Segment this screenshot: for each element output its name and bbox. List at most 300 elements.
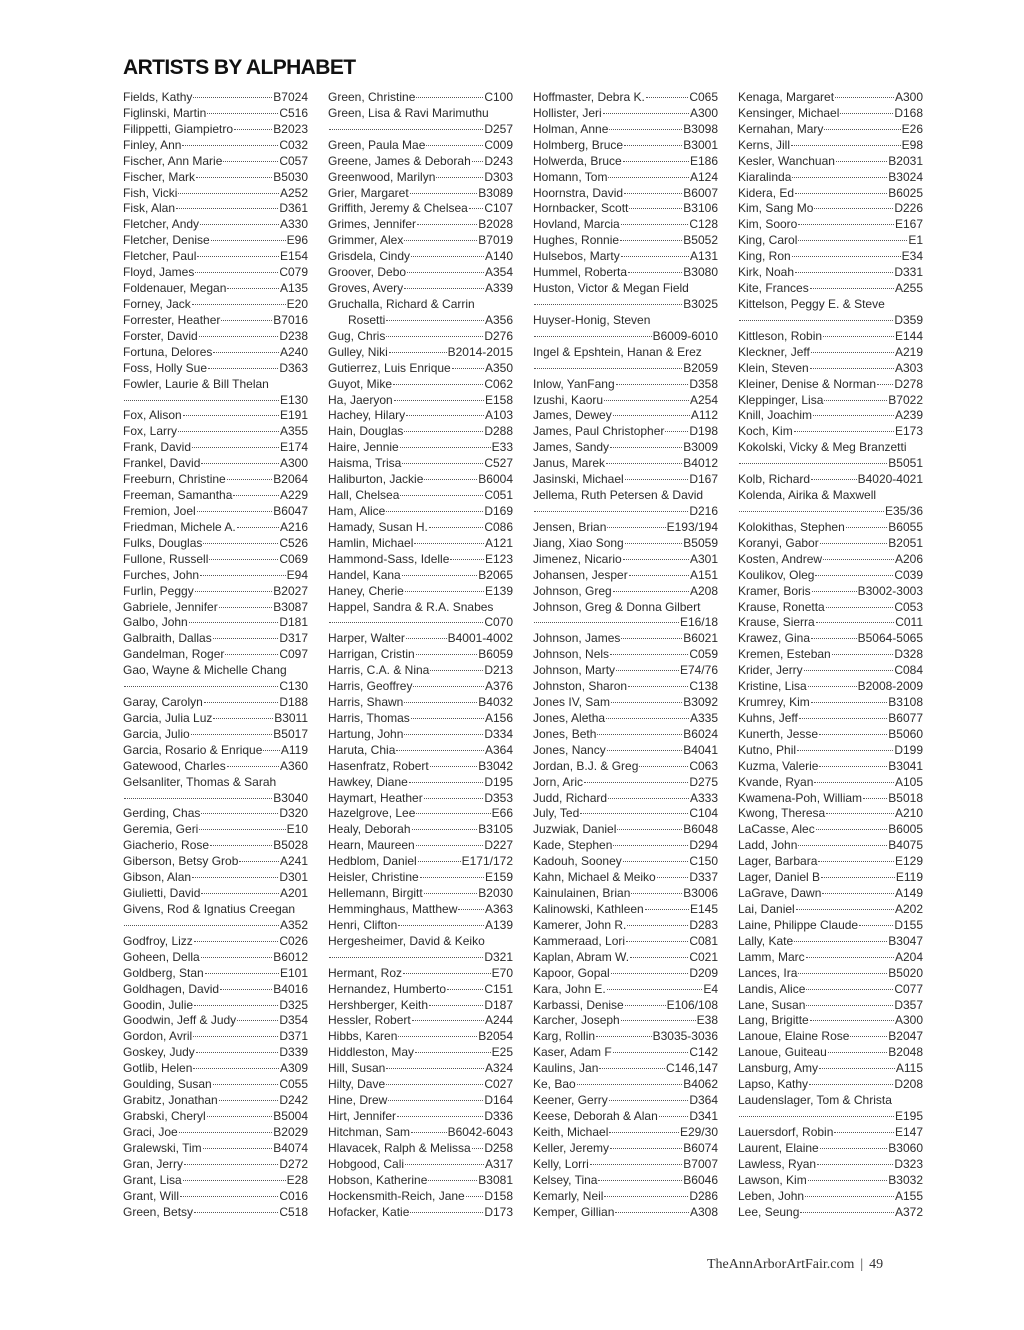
dot-leader — [808, 1180, 888, 1181]
booth-number: B3041 — [888, 758, 923, 773]
artist-name: Keller, Jeremy — [533, 1140, 610, 1155]
booth-number: D301 — [279, 870, 308, 885]
artist-name: Gibson, Alan — [123, 870, 192, 885]
dot-leader — [407, 272, 484, 273]
dot-leader — [534, 622, 679, 623]
artist-name: Kuzma, Valerie — [738, 758, 819, 773]
artist-entry-continuation — [533, 329, 718, 345]
artist-entry — [123, 408, 308, 424]
dot-leader — [213, 1084, 279, 1085]
artist-name: James, Paul Christopher — [533, 424, 665, 439]
artist-name: Hockensmith-Reich, Jane — [328, 1188, 465, 1203]
artist-name: Heisler, Christine — [328, 870, 419, 885]
booth-number: A239 — [894, 408, 923, 423]
booth-number: A355 — [279, 424, 308, 439]
artist-name: Kade, Stephen — [533, 838, 613, 853]
booth-number: D276 — [484, 328, 513, 343]
artist-name: Lai, Daniel — [738, 902, 795, 917]
artist-entry — [738, 791, 923, 807]
artist-name: Fox, Larry — [123, 424, 178, 439]
booth-number: D337 — [689, 870, 718, 885]
artist-name: Harris, C.A. & Nina — [328, 663, 430, 678]
artist-entry — [738, 488, 923, 504]
dot-leader — [193, 1068, 279, 1069]
dot-leader — [796, 909, 894, 910]
artist-name: Leben, John — [738, 1188, 805, 1203]
artist-name: Groves, Avery — [328, 281, 404, 296]
booth-number: E193/194 — [666, 519, 718, 534]
artist-entry — [123, 345, 308, 361]
artist-name: Kokolski, Vicky & Meg Branzetti — [738, 440, 907, 455]
artist-entry — [123, 1061, 308, 1077]
dot-leader — [629, 208, 682, 209]
artist-name: Furches, John — [123, 567, 200, 582]
booth-number: E94 — [286, 567, 308, 582]
booth-number: D336 — [484, 1109, 513, 1123]
dot-leader — [604, 400, 689, 401]
artist-name: Kittleson, Robin — [738, 328, 823, 343]
artist-name: Jones, Nancy — [533, 742, 606, 757]
artist-entry — [738, 186, 923, 202]
booth-number: B5064-5065 — [857, 631, 923, 646]
booth-number: C104 — [689, 806, 718, 821]
dot-leader — [428, 1180, 477, 1181]
artist-entry — [328, 281, 513, 297]
artist-name: Hernandez, Humberto — [328, 981, 447, 996]
artist-entry — [123, 186, 308, 202]
artist-entry — [738, 1093, 923, 1109]
dot-leader — [400, 447, 491, 448]
artist-entry — [533, 886, 718, 902]
artist-name: Krumrey, Kim — [738, 695, 810, 710]
booth-number: D195 — [484, 774, 513, 789]
artist-name: Grimes, Jennifer — [328, 217, 417, 232]
artist-entry — [123, 106, 308, 122]
booth-number: B4062 — [683, 1077, 718, 1092]
artist-name: Kainulainen, Brian — [533, 886, 631, 901]
booth-number: B5052 — [683, 233, 718, 248]
artist-name: Koranyi, Gabor — [738, 535, 819, 550]
dot-leader — [815, 575, 893, 576]
artist-name: Hamady, Susan H. — [328, 519, 428, 534]
artist-entry — [738, 838, 923, 854]
artist-name: Kesler, Wanchuan — [738, 153, 835, 168]
artist-entry — [738, 870, 923, 886]
artist-entry — [738, 966, 923, 982]
artist-entry — [328, 408, 513, 424]
booth-number: B6004 — [478, 472, 513, 487]
artist-name: Kemper, Gillian — [533, 1204, 615, 1219]
artist-entry — [123, 1205, 308, 1221]
dot-leader — [810, 368, 894, 369]
booth-number: E4 — [703, 981, 718, 996]
dot-leader — [534, 304, 682, 305]
artist-entry — [533, 1029, 718, 1045]
dot-leader — [124, 686, 278, 687]
artist-entry — [738, 122, 923, 138]
artist-entry — [123, 456, 308, 472]
artist-entry — [738, 106, 923, 122]
dot-leader — [410, 193, 478, 194]
booth-number: A360 — [279, 758, 308, 773]
booth-number: E167 — [894, 217, 923, 232]
booth-number: A112 — [690, 408, 718, 423]
artist-name: Holman, Anne — [533, 121, 609, 136]
dot-leader — [189, 622, 279, 623]
booth-number: A240 — [279, 344, 308, 359]
dot-leader — [609, 1100, 689, 1101]
dot-leader — [596, 1036, 652, 1037]
artist-entry — [123, 886, 308, 902]
artist-entry — [533, 472, 718, 488]
dot-leader — [179, 1132, 273, 1133]
artist-entry — [533, 759, 718, 775]
artist-name: Johnston, Sharon — [533, 679, 628, 694]
artist-entry — [533, 918, 718, 934]
artist-entry — [328, 170, 513, 186]
booth-number: C527 — [484, 456, 513, 471]
artist-entry-continuation — [123, 791, 308, 807]
artist-entry — [533, 536, 718, 552]
booth-number: B3002-3003 — [857, 583, 923, 598]
dot-leader — [806, 1005, 893, 1006]
dot-leader — [420, 877, 484, 878]
dot-leader — [798, 240, 907, 241]
footer-separator: | — [860, 1257, 864, 1272]
dot-leader — [388, 1100, 483, 1101]
artist-entry — [328, 791, 513, 807]
artist-name: Judd, Richard — [533, 790, 608, 805]
artist-name: Kahn, Michael & Meiko — [533, 870, 656, 885]
dot-leader — [429, 527, 483, 528]
dot-leader — [628, 686, 688, 687]
booth-number: B2008-2009 — [857, 679, 923, 694]
booth-number: D321 — [484, 949, 513, 964]
booth-number: E20 — [286, 296, 308, 311]
dot-leader — [411, 256, 484, 257]
artist-entry — [328, 313, 513, 329]
artist-name: Hirt, Jennifer — [328, 1109, 397, 1123]
dot-leader — [426, 145, 483, 146]
artist-name: Kelly, Lorri — [533, 1156, 589, 1171]
booth-number: D357 — [894, 997, 923, 1012]
booth-number: B6021 — [683, 631, 718, 646]
dot-leader — [800, 1212, 894, 1213]
dot-leader — [794, 431, 894, 432]
artist-entry — [738, 982, 923, 998]
artist-entry — [123, 472, 308, 488]
dot-leader — [178, 431, 279, 432]
booth-number: B3089 — [478, 185, 513, 200]
booth-number: B5017 — [273, 726, 308, 741]
artist-entry — [328, 520, 513, 536]
artist-name: Hessler, Robert — [328, 1013, 411, 1028]
booth-number: C027 — [484, 1077, 513, 1092]
artist-name: Floyd, James — [123, 265, 195, 280]
booth-number: A363 — [484, 902, 513, 917]
artist-entry — [328, 552, 513, 568]
artist-name: Henri, Clifton — [328, 917, 398, 932]
artist-entry — [738, 679, 923, 695]
artist-entry — [738, 727, 923, 743]
booth-number: B2051 — [888, 535, 923, 550]
booth-number: D199 — [894, 742, 923, 757]
dot-leader — [329, 622, 483, 623]
artist-entry — [328, 1045, 513, 1061]
artist-entry — [123, 201, 308, 217]
artist-entry-continuation — [328, 615, 513, 631]
booth-number: B3080 — [683, 265, 718, 280]
dot-leader — [239, 861, 279, 862]
artist-name: Koch, Kim — [738, 424, 793, 439]
booth-number: D283 — [689, 917, 718, 932]
artist-name: Hamlin, Michael — [328, 535, 414, 550]
dot-leader — [534, 511, 688, 512]
booth-number: B3001 — [683, 137, 718, 152]
artist-name: Harper, Walter — [328, 631, 405, 646]
dot-leader — [615, 1212, 689, 1213]
dot-leader — [405, 591, 484, 592]
artist-name: Hitchman, Sam — [328, 1124, 411, 1139]
artist-entry — [533, 520, 718, 536]
artist-entry — [328, 217, 513, 233]
booth-number: C016 — [279, 1188, 308, 1203]
booth-number: A354 — [484, 265, 513, 280]
dot-leader — [201, 893, 279, 894]
artist-name: Hammond-Sass, Idelle — [328, 551, 450, 566]
dot-leader — [835, 97, 894, 98]
artist-entry — [533, 138, 718, 154]
artist-entry — [328, 631, 513, 647]
booth-number: B2023 — [273, 121, 308, 136]
artist-name: Johnson, Greg & Donna Gilbert — [533, 599, 701, 614]
dot-leader — [828, 1052, 888, 1053]
artist-name: Kemarly, Neil — [533, 1188, 604, 1203]
booth-number: A155 — [894, 1188, 923, 1203]
dot-leader — [178, 193, 279, 194]
artist-name: Forney, Jack — [123, 296, 191, 311]
artist-name: Izushi, Kaoru — [533, 392, 604, 407]
artist-name: Janus, Marek — [533, 456, 606, 471]
artist-name: Ham, Alice — [328, 503, 386, 518]
artist-name: Furlin, Peggy — [123, 583, 194, 598]
dot-leader — [183, 415, 279, 416]
artist-name: Grabitz, Jonathan — [123, 1093, 218, 1108]
artist-entry — [123, 1141, 308, 1157]
booth-number: A229 — [279, 488, 308, 503]
artist-entry — [738, 568, 923, 584]
dot-leader — [404, 734, 483, 735]
dot-leader — [213, 352, 279, 353]
booth-number: D275 — [689, 774, 718, 789]
dot-leader — [227, 766, 279, 767]
booth-number: D181 — [279, 615, 308, 630]
artist-entry — [123, 122, 308, 138]
dot-leader — [604, 1196, 688, 1197]
booth-number: B6048 — [683, 822, 718, 837]
artist-entry — [533, 695, 718, 711]
artist-entry — [328, 249, 513, 265]
dot-leader — [816, 622, 895, 623]
artist-entry — [738, 297, 923, 313]
artist-name: Karcher, Joseph — [533, 1013, 620, 1028]
artist-name: Forster, David — [123, 328, 198, 343]
dot-leader — [404, 431, 483, 432]
dot-leader — [402, 463, 483, 464]
booth-number: D238 — [279, 328, 308, 343]
dot-leader — [620, 240, 682, 241]
artist-entry — [123, 631, 308, 647]
artist-entry — [328, 1125, 513, 1141]
booth-number: C062 — [484, 376, 513, 391]
dot-leader — [398, 1036, 477, 1037]
artist-name: Kamerer, John R. — [533, 917, 627, 932]
booth-number: B4074 — [273, 1140, 308, 1155]
artist-entry — [738, 647, 923, 663]
artist-name: Lang, Brigitte — [738, 1013, 809, 1028]
artist-name: Karbassi, Denise — [533, 997, 624, 1012]
artist-name: Gruchalla, Richard & Carrin — [328, 296, 475, 311]
artist-entry — [738, 154, 923, 170]
booth-number: D258 — [484, 1140, 513, 1155]
artist-name: Hazelgrove, Lee — [328, 806, 416, 821]
artist-name: Kwong, Theresa — [738, 806, 826, 821]
dot-leader — [792, 256, 901, 257]
booth-number: A156 — [484, 710, 513, 725]
artist-name: Fox, Alison — [123, 408, 182, 423]
artist-entry — [328, 488, 513, 504]
artist-entry — [738, 775, 923, 791]
dot-leader — [657, 877, 689, 878]
booth-number: B5028 — [273, 838, 308, 853]
artist-name: Koulikov, Oleg — [738, 567, 815, 582]
dot-leader — [824, 400, 887, 401]
artist-entry — [533, 281, 718, 297]
dot-leader — [386, 336, 483, 337]
artist-entry — [328, 854, 513, 870]
artist-entry — [533, 1157, 718, 1173]
dot-leader — [859, 925, 893, 926]
artist-entry — [533, 950, 718, 966]
artist-name: Kunerth, Jesse — [738, 726, 819, 741]
artist-name: Karg, Rollin — [533, 1029, 596, 1044]
artist-name: Jones IV, Sam — [533, 695, 610, 710]
artist-entry — [328, 154, 513, 170]
booth-number: A121 — [484, 535, 513, 550]
dot-leader — [609, 129, 682, 130]
artist-entry — [328, 424, 513, 440]
booth-number: A151 — [689, 567, 718, 582]
dot-leader — [795, 272, 893, 273]
dot-leader — [603, 113, 689, 114]
dot-leader — [625, 479, 689, 480]
artist-entry — [738, 902, 923, 918]
booth-number: B6077 — [888, 710, 923, 725]
artist-column-4 — [738, 90, 923, 1220]
artist-name: Fisk, Alan — [123, 201, 176, 216]
booth-number: A364 — [484, 742, 513, 757]
artist-entry — [123, 934, 308, 950]
booth-number: C032 — [279, 137, 308, 152]
booth-number: C026 — [279, 933, 308, 948]
artist-entry — [738, 695, 923, 711]
artist-entry — [738, 233, 923, 249]
dot-leader — [607, 527, 665, 528]
artist-entry — [533, 1077, 718, 1093]
booth-number: B2031 — [888, 153, 923, 168]
artist-name: Holwerda, Bruce — [533, 153, 622, 168]
dot-leader — [608, 798, 689, 799]
artist-name: Forrester, Heather — [123, 312, 221, 327]
booth-number: A124 — [689, 169, 718, 184]
artist-name: Knill, Joachim — [738, 408, 813, 423]
booth-number: D323 — [894, 1156, 923, 1171]
artist-entry — [738, 950, 923, 966]
artist-name: Johnson, James — [533, 631, 621, 646]
artist-entry — [533, 488, 718, 504]
dot-leader — [814, 208, 893, 209]
artist-name: Goldberg, Stan — [123, 965, 204, 980]
booth-number: C051 — [484, 488, 513, 503]
artist-name: Lanoue, Elaine Rose — [738, 1029, 850, 1044]
dot-leader — [430, 670, 483, 671]
dot-leader — [739, 511, 884, 512]
dot-leader — [806, 989, 893, 990]
artist-entry — [328, 377, 513, 393]
dot-leader — [799, 718, 887, 719]
booth-number: D339 — [279, 1045, 308, 1060]
booth-number: E16/18 — [679, 615, 718, 630]
dot-leader — [195, 272, 278, 273]
artist-name: Lawless, Ryan — [738, 1156, 817, 1171]
artist-entry — [328, 568, 513, 584]
booth-number: A208 — [689, 583, 718, 598]
artist-name: Kammeraad, Lori — [533, 933, 626, 948]
artist-entry — [533, 377, 718, 393]
artist-entry — [738, 615, 923, 631]
dot-leader — [819, 734, 887, 735]
booth-number: A219 — [894, 344, 923, 359]
artist-name: Fulks, Douglas — [123, 535, 203, 550]
dot-leader — [213, 638, 279, 639]
dot-leader — [227, 479, 273, 480]
booth-number: A372 — [894, 1204, 923, 1219]
artist-entry — [533, 1045, 718, 1061]
artist-name: Lamm, Marc — [738, 949, 805, 964]
artist-entry — [533, 631, 718, 647]
dot-leader — [452, 368, 484, 369]
artist-entry — [123, 1157, 308, 1173]
artist-name: Goodin, Julie — [123, 997, 194, 1012]
artist-name: Kaulins, Jan — [533, 1061, 599, 1076]
dot-leader — [816, 829, 888, 830]
artist-entry — [123, 950, 308, 966]
dot-leader — [450, 559, 484, 560]
artist-entry — [533, 727, 718, 743]
booth-number: D257 — [484, 121, 513, 136]
booth-number: E174 — [279, 440, 308, 455]
booth-number: D216 — [689, 503, 718, 518]
dot-leader — [798, 973, 887, 974]
artist-name: LaGrave, Dawn — [738, 886, 822, 901]
artist-name: Garcia, Rosario & Enrique — [123, 742, 263, 757]
artist-name: Green, Betsy — [123, 1204, 194, 1219]
booth-number: B2029 — [273, 1124, 308, 1139]
booth-number: B6025 — [888, 185, 923, 200]
artist-name: Goheen, Della — [123, 949, 200, 964]
artist-entry — [328, 472, 513, 488]
dot-leader — [616, 384, 689, 385]
